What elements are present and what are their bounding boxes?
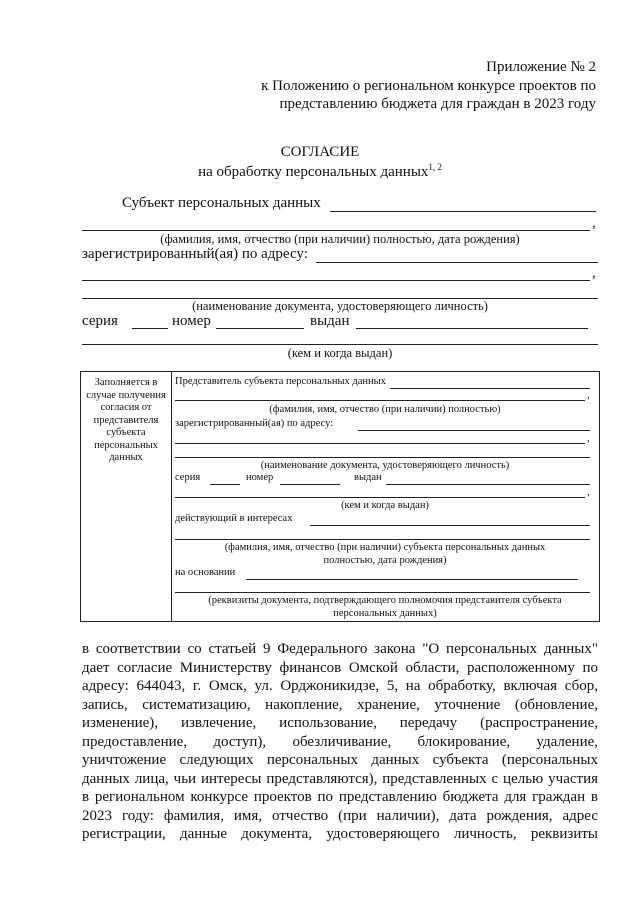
basis-line-2[interactable]	[175, 592, 590, 593]
body-line: запись, систематизацию, накопление, хранение, уточнение (обновление,	[82, 696, 598, 713]
representative-label: Представитель субъекта персональных данных	[175, 376, 386, 387]
representative-doc-line[interactable]	[175, 457, 590, 458]
document-subtitle	[0, 162, 640, 181]
comma: ,	[587, 487, 590, 498]
comma: ,	[587, 390, 590, 401]
representative-fio-line[interactable]	[175, 400, 585, 401]
subject-fio-caption: (фамилия, имя, отчество (при наличии) полностью, дата рождения)	[160, 232, 520, 246]
representative-address-line-1[interactable]	[358, 430, 590, 431]
subject-series-label: серия	[82, 313, 118, 329]
subject-address-label: зарегистрированный(ая) по адресу:	[82, 246, 308, 262]
representative-issued-label: выдан	[354, 472, 382, 483]
subject-address-line-1[interactable]	[316, 262, 598, 263]
subject-label: Субъект персональных данных	[122, 195, 321, 211]
representative-issued-line-2[interactable]	[175, 497, 585, 498]
acting-in-interests-line-2[interactable]	[175, 539, 590, 540]
body-line: дает согласие Министерству финансов Омской области, расположенному по	[82, 659, 598, 676]
acting-in-interests-line-1[interactable]	[310, 525, 590, 526]
consent-body	[82, 640, 598, 844]
subject-issued-caption: (кем и когда выдан)	[287, 346, 393, 360]
representative-number-label: номер	[246, 472, 274, 483]
subject-issued-line-2[interactable]	[82, 344, 598, 345]
footnote-marks: 1, 2	[428, 162, 442, 172]
comma: ,	[592, 265, 596, 281]
body-line: регистрации, данные документа, удостоверяющего личность, реквизиты	[82, 826, 598, 842]
document-title: СОГЛАСИЕ	[280, 144, 360, 160]
appendix-reference-line-2: представлению бюджета для граждан в 2023 году	[279, 96, 596, 112]
representative-number-field[interactable]	[280, 484, 340, 485]
basis-caption-1: (реквизиты документа, подтверждающего полномочия представителя субъекта	[208, 595, 562, 606]
subject-number-label: номер	[172, 313, 211, 329]
body-line: данных лица, чьи интересы представляются), представленных с целью участия	[82, 770, 598, 787]
comma: ,	[587, 433, 590, 444]
body-line: в региональном конкурсе проектов по представлению бюджета для граждан в	[82, 789, 598, 805]
box-divider	[171, 371, 172, 622]
subject-address-line-2[interactable]	[82, 280, 590, 281]
body-line: адресу: 644043, г. Омск, ул. Орджоникидзе, 5, на обработку, включая сбор,	[82, 678, 598, 694]
representative-doc-caption: (наименование документа, удостоверяющего личность)	[260, 460, 510, 471]
body-line: 2023 году: фамилия, имя, отчество (при наличии), дата рождения, адрес	[82, 807, 598, 824]
representative-address-label: зарегистрированный(ая) по адресу:	[175, 418, 334, 429]
subject-doc-caption: (наименование документа, удостоверяющего личность)	[192, 299, 488, 313]
representative-issued-caption: (кем и когда выдан)	[341, 500, 429, 511]
basis-line-1[interactable]	[246, 579, 578, 580]
acting-in-interests-label: действующий в интересах	[175, 513, 293, 524]
representative-series-label: серия	[175, 472, 201, 483]
body-line: предоставление, доступ), обезличивание, блокирование, удаление,	[82, 733, 598, 750]
subject-issued-field[interactable]	[356, 328, 588, 329]
appendix-number: Приложение № 2	[486, 59, 596, 75]
basis-label: на основании	[175, 567, 236, 578]
subject-name-line[interactable]	[330, 211, 596, 212]
appendix-reference-line-1: к Положению о региональном конкурсе проектов по	[261, 78, 596, 94]
representative-address-line-2[interactable]	[175, 443, 585, 444]
representative-note: Заполняется в случае получения согласия от представителя субъекта персональных данных	[86, 377, 166, 463]
body-line: в соответствии со статьей 9 Федерального закона "О персональных данных"	[82, 641, 598, 657]
comma: ,	[592, 215, 596, 231]
subject-series-field[interactable]	[132, 328, 168, 329]
representative-series-field[interactable]	[210, 484, 240, 485]
subtitle-text: на обработку персональных данных	[198, 164, 429, 180]
basis-caption-2: персональных данных)	[333, 608, 437, 619]
subject-fio-line[interactable]	[82, 230, 590, 231]
representative-name-line[interactable]	[390, 388, 590, 389]
representative-fio-caption: (фамилия, имя, отчество (при наличии) полностью)	[269, 404, 501, 415]
body-line: уничтожение следующих персональных данных субъекта (персональных	[82, 752, 598, 768]
subject-fio-caption-2: полностью, дата рождения)	[323, 555, 447, 566]
subject-number-field[interactable]	[216, 328, 304, 329]
representative-issued-field[interactable]	[386, 484, 590, 485]
subject-issued-label: выдан	[310, 313, 350, 329]
body-line: изменение), извлечение, использование, передачу (распространение,	[82, 715, 598, 731]
subject-fio-caption-1: (фамилия, имя, отчество (при наличии) субъекта персональных данных	[224, 542, 546, 553]
